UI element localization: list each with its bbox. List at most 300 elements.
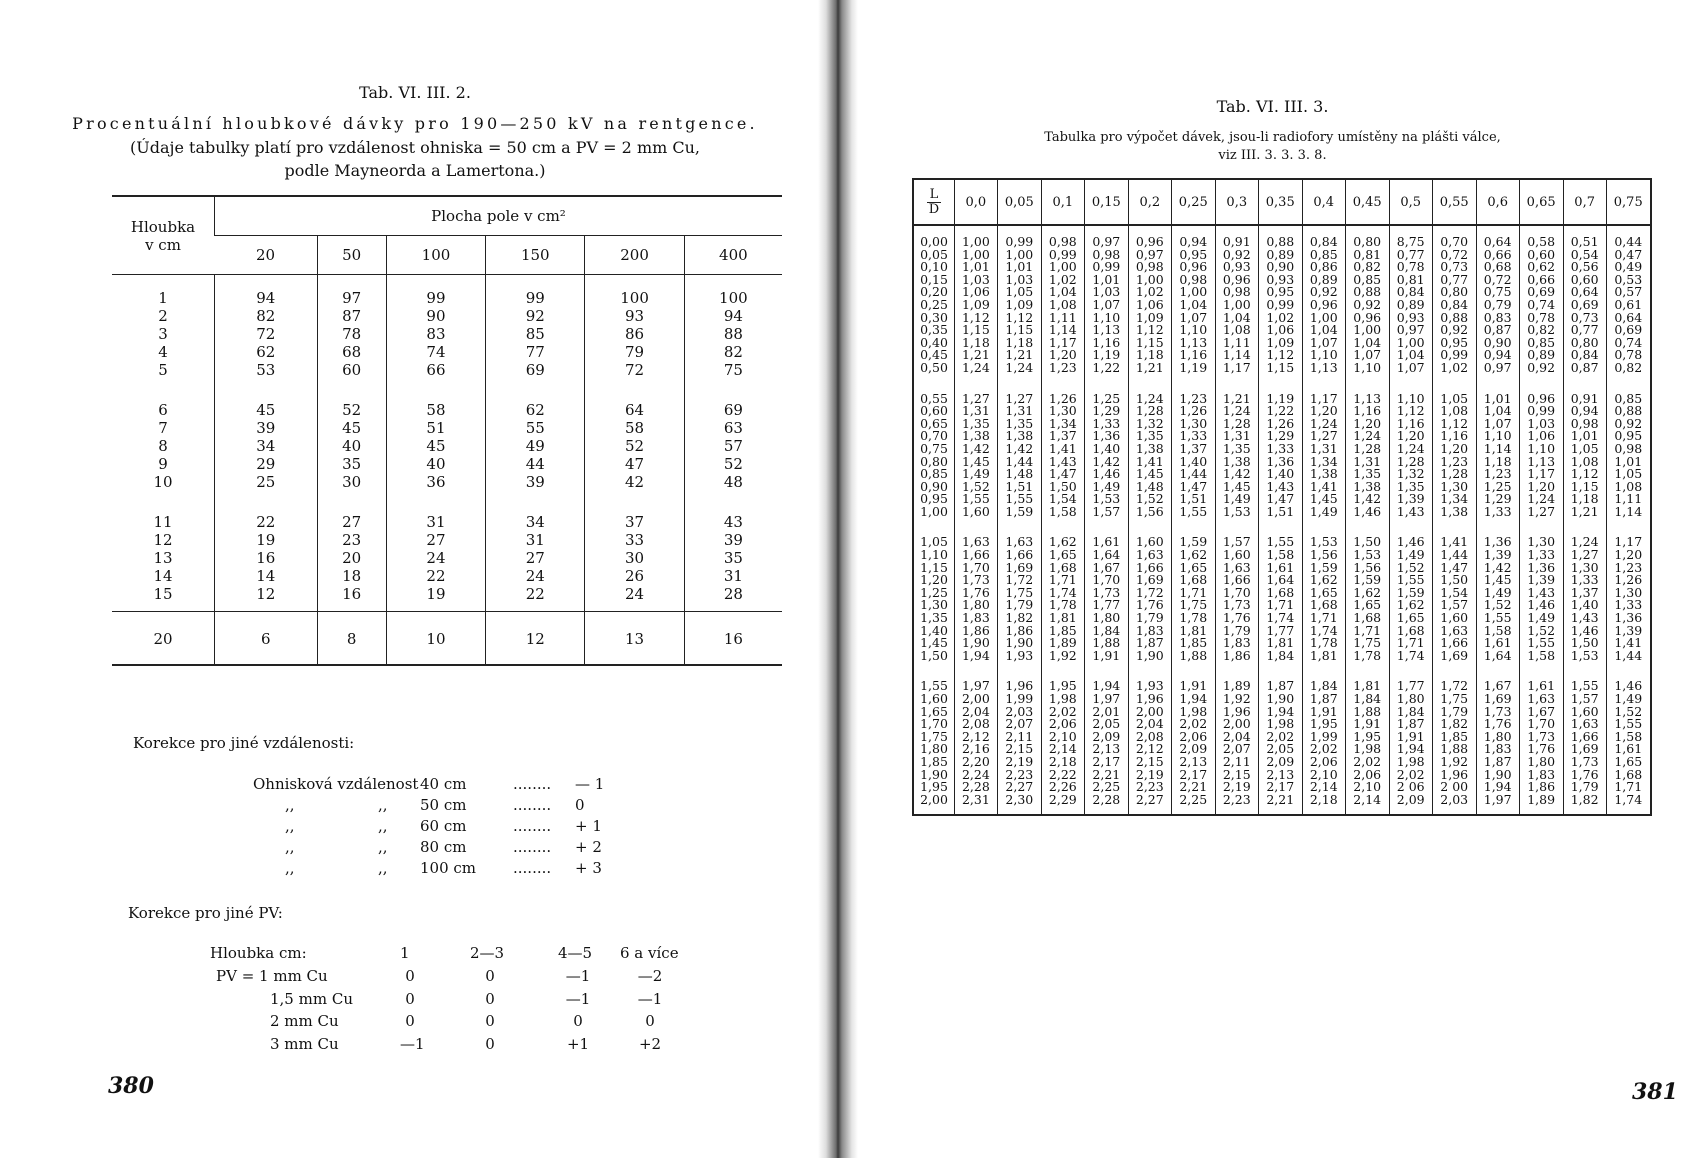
dose-value: 40 [342, 437, 362, 455]
dose-factor-value: 1,79 [1005, 597, 1034, 613]
dose-factor-value: 1,06 [961, 284, 990, 300]
dose-factor-value: 1,23 [1048, 359, 1077, 375]
dose-factor-value: 1,71 [1266, 597, 1295, 613]
dose-factor-value: 0,98 [1614, 440, 1643, 456]
dose-factor-value: 1,73 [1570, 753, 1599, 769]
dose-factor-value: 1,25 [1092, 390, 1121, 406]
dose-factor-value: 0,93 [1266, 271, 1295, 287]
pv-correction-value: —1 [637, 989, 663, 1008]
dose-factor-value: 0,99 [1266, 296, 1295, 312]
dose-factor-value: 1,40 [1570, 597, 1599, 613]
dose-factor-value: 1,58 [1048, 503, 1077, 519]
pv-correction-value: —1 [400, 1034, 425, 1053]
row-ratio-value: 1,80 [920, 741, 948, 757]
dose-factor-value: 0,87 [1570, 359, 1599, 375]
dose-value: 99 [525, 289, 545, 307]
dose-factor-cell [1128, 670, 1171, 815]
dose-factor-value: 2,30 [1005, 791, 1034, 807]
dose-factor-value: 1,74 [1266, 610, 1295, 626]
dose-factor-value: 1,90 [1483, 766, 1512, 782]
row-ratio-value: 1,45 [920, 635, 948, 651]
dose-factor-value: 1,37 [1048, 428, 1077, 444]
dose-factor-value: 1,65 [1309, 584, 1338, 600]
dose-factor-value: 1,46 [1527, 597, 1556, 613]
distance-value: 40 cm [420, 775, 467, 793]
dose-factor-value: 1,66 [1135, 559, 1164, 575]
dose-value: 27 [426, 531, 446, 549]
dose-factor-value: 1,85 [1179, 635, 1208, 651]
ratio-column-header: 0,05 [997, 179, 1041, 225]
dose-factor-value: 1,81 [1266, 635, 1295, 651]
dose-factor-cell [1563, 526, 1606, 670]
dose-value: 24 [625, 585, 645, 603]
dose-factor-value: 1,54 [1440, 584, 1469, 600]
dose-factor-value: 1,93 [1005, 647, 1034, 663]
page-number-right: 381 [1632, 1079, 1678, 1105]
dose-factor-value: 1,06 [1266, 322, 1295, 338]
dose-factor-value: 1,05 [1005, 284, 1034, 300]
dose-factor-value: 0,95 [1266, 284, 1295, 300]
dose-factor-value: 0,72 [1483, 271, 1512, 287]
dose-factor-cell [997, 225, 1041, 383]
depth-value: 11 [153, 513, 173, 531]
dose-factor-value: 1,48 [1135, 478, 1164, 494]
dose-factor-value: 2,25 [1179, 791, 1208, 807]
dose-factor-value: 1,55 [1179, 503, 1208, 519]
dose-factor-value: 0,97 [1396, 322, 1425, 338]
dose-factor-value: 1,77 [1396, 678, 1425, 694]
leader-dots: ........ [513, 775, 552, 793]
dose-factor-value: 2,18 [1309, 791, 1338, 807]
dose-factor-value: 1,08 [1048, 296, 1077, 312]
dose-factor-value: 0,88 [1614, 403, 1643, 419]
dose-factor-value: 1,46 [1353, 503, 1382, 519]
dose-factor-value: 1,17 [1527, 466, 1556, 482]
dose-factor-value: 1,61 [1614, 741, 1643, 757]
dose-factor-value: 0,53 [1614, 271, 1643, 287]
dose-factor-value: 1,02 [1440, 359, 1469, 375]
dose-factor-value: 1,56 [1309, 547, 1338, 563]
dose-value: 62 [525, 401, 545, 419]
dose-cell: 8 [317, 612, 386, 666]
pv-depth-column: 4—5 [558, 944, 593, 962]
dose-factor-value: 1,12 [1396, 403, 1425, 419]
dose-factor-value: 1,87 [1135, 635, 1164, 651]
row-ratio-value: 1,00 [920, 503, 948, 519]
dose-factor-value: 1,23 [1440, 453, 1469, 469]
dose-factor-value: 1,88 [1092, 635, 1121, 651]
row-ratio-value: 1,60 [920, 691, 948, 706]
dose-value: 22 [525, 585, 545, 603]
dose-factor-cell [955, 670, 998, 815]
dose-value: 45 [342, 419, 362, 437]
dose-factor-value: 1,68 [1179, 572, 1208, 588]
dose-factor-value: 1,86 [1005, 622, 1034, 638]
dose-factor-value: 1,84 [1396, 703, 1425, 719]
dose-factor-value: 1,15 [1005, 322, 1034, 338]
dose-factor-value: 0,96 [1222, 271, 1251, 287]
table-row [112, 612, 782, 666]
dose-cell: 13 [585, 612, 684, 666]
dose-factor-value: 1,15 [961, 322, 990, 338]
dose-factor-value: 1,79 [1570, 779, 1599, 795]
dose-value: 47 [625, 455, 645, 473]
dose-factor-value: 1,61 [1266, 559, 1295, 575]
dose-factor-value: 1,33 [1570, 572, 1599, 588]
dose-factor-value: 1,04 [1483, 403, 1512, 419]
field-size-column-header: 400 [684, 236, 782, 275]
dose-factor-value: 1,38 [1353, 478, 1382, 494]
dose-factor-value: 1,20 [1309, 403, 1338, 419]
field-size-column-header: 150 [486, 236, 585, 275]
dose-factor-value: 0,99 [1527, 403, 1556, 419]
dose-factor-value: 1,49 [1396, 547, 1425, 563]
dose-factor-value: 1,42 [1222, 466, 1251, 482]
dose-factor-value: 1,33 [1527, 547, 1556, 563]
dose-value: 14 [256, 567, 276, 585]
dose-factor-value: 1,40 [1092, 440, 1121, 456]
table-row-group [913, 526, 1651, 670]
dose-factor-value: 0,93 [1396, 309, 1425, 325]
dose-factor-value: 2,14 [1048, 741, 1077, 757]
depth-value: 15 [153, 585, 173, 603]
dose-value: 31 [525, 531, 545, 549]
depth-cell [112, 499, 215, 612]
pv-correction-title: Korekce pro jiné PV: [128, 904, 283, 922]
field-size-column-header: 50 [317, 236, 386, 275]
dose-factor-cell [997, 526, 1041, 670]
dose-factor-value: 2,26 [1048, 779, 1077, 795]
dose-factor-cell [1345, 383, 1389, 527]
dose-factor-value: 1,98 [1353, 741, 1382, 757]
dose-factor-value: 1,73 [1092, 584, 1121, 600]
dose-factor-value: 0,99 [1048, 246, 1077, 262]
row-ratio-value: 1,10 [920, 547, 948, 563]
dose-factor-value: 1,39 [1396, 491, 1425, 507]
dose-factor-value: 1,13 [1309, 359, 1338, 375]
dose-factor-value: 1,50 [1353, 534, 1382, 550]
dose-factor-value: 1,97 [1092, 691, 1121, 706]
dose-factor-cell [1171, 670, 1215, 815]
dose-value: 28 [723, 585, 743, 603]
dose-factor-value: 1,95 [1309, 716, 1338, 732]
dose-factor-value: 0,74 [1614, 334, 1643, 350]
dose-value: 97 [342, 289, 362, 307]
dose-factor-cell [1606, 526, 1651, 670]
dose-factor-value: 1,28 [1353, 440, 1382, 456]
dose-factor-value: 2,00 [1222, 716, 1251, 732]
dose-factor-cell [1215, 670, 1258, 815]
dose-factor-value: 1,49 [1092, 478, 1121, 494]
dose-factor-value: 1,21 [1222, 390, 1251, 406]
dose-factor-cell [955, 526, 998, 670]
pv-correction-value: —1 [565, 967, 591, 985]
dose-factor-value: 1,86 [1527, 779, 1556, 795]
dose-factor-value: 1,61 [1483, 635, 1512, 651]
dose-value: 45 [256, 401, 276, 419]
dose-factor-value: 0,92 [1440, 322, 1469, 338]
dose-factor-cell [1041, 526, 1084, 670]
dose-factor-value: 1,49 [1222, 491, 1251, 507]
dose-factor-value: 1,88 [1179, 647, 1208, 663]
dose-factor-value: 1,16 [1353, 403, 1382, 419]
dose-factor-value: 1,46 [1092, 466, 1121, 482]
dose-factor-value: 1,59 [1179, 534, 1208, 550]
dose-factor-value: 1,75 [1440, 691, 1469, 706]
dose-factor-value: 2,09 [1092, 728, 1121, 744]
dose-factor-value: 1,55 [1527, 635, 1556, 651]
dose-factor-value: 1,02 [1048, 271, 1077, 287]
dose-factor-value: 1,74 [1048, 584, 1077, 600]
dose-factor-value: 1,59 [1353, 572, 1382, 588]
dose-factor-value: 1,52 [1527, 622, 1556, 638]
dose-factor-value: 1,42 [1353, 491, 1382, 507]
dose-factor-value: 0,86 [1309, 259, 1338, 275]
dose-factor-value: 1,57 [1092, 503, 1121, 519]
dose-factor-value: 1,17 [1048, 334, 1077, 350]
cylinder-dose-table [912, 178, 1652, 816]
dose-factor-value: 1,20 [1353, 415, 1382, 431]
dose-value: 23 [342, 531, 362, 549]
dose-factor-value: 0,82 [1527, 322, 1556, 338]
dose-factor-value: 1,71 [1353, 622, 1382, 638]
dose-factor-value: 1,19 [1266, 390, 1295, 406]
dose-factor-value: 0,78 [1614, 347, 1643, 363]
dose-factor-value: 1,73 [1527, 728, 1556, 744]
dose-factor-value: 1,70 [1092, 572, 1121, 588]
ratio-column-header: 0,75 [1606, 179, 1651, 225]
dose-factor-value: 1,69 [1005, 559, 1034, 575]
dose-factor-value: 1,58 [1527, 647, 1556, 663]
dose-factor-cell [1476, 383, 1519, 527]
dose-factor-cell [955, 383, 998, 527]
row-ratio-cell [913, 383, 955, 527]
row-ratio-value: 1,15 [920, 559, 948, 575]
dose-factor-value: 1,10 [1092, 309, 1121, 325]
dose-factor-value: 2,19 [1135, 766, 1164, 782]
dose-value: 49 [525, 437, 545, 455]
dose-factor-value: 2,27 [1005, 779, 1034, 795]
dose-factor-value: 1,55 [1614, 716, 1643, 732]
dose-value: 19 [426, 585, 446, 603]
dose-factor-value: 1,84 [1266, 647, 1295, 663]
dose-factor-value: 2,19 [1222, 779, 1251, 795]
table-row-group [913, 383, 1651, 527]
dose-factor-value: 2,08 [1135, 728, 1164, 744]
ratio-column-header: 0,6 [1476, 179, 1519, 225]
dose-value: 51 [426, 419, 446, 437]
dose-factor-value: 1,38 [961, 428, 990, 444]
dose-value: 74 [426, 343, 446, 361]
row-ratio-value: 0,65 [920, 415, 948, 431]
dose-value: 79 [625, 343, 645, 361]
dose-factor-value: 1,07 [1353, 347, 1382, 363]
dose-value: 34 [256, 437, 276, 455]
dose-factor-value: 1,68 [1266, 584, 1295, 600]
dose-factor-value: 1,01 [961, 259, 990, 275]
dose-factor-value: 2,14 [1309, 779, 1338, 795]
dose-factor-value: 1,62 [1048, 534, 1077, 550]
dose-factor-value: 1,69 [1135, 572, 1164, 588]
dose-factor-value: 0,99 [1092, 259, 1121, 275]
dose-factor-value: 1,90 [1005, 635, 1034, 651]
depth-value: 5 [158, 361, 168, 379]
dose-factor-value: 0,64 [1614, 309, 1643, 325]
dose-factor-cell [955, 225, 998, 383]
dose-factor-value: 1,53 [1309, 534, 1338, 550]
dose-cell [684, 387, 782, 499]
dose-factor-value: 1,00 [1005, 246, 1034, 262]
dose-factor-value: 2,17 [1092, 753, 1121, 769]
dose-factor-value: 1,05 [1614, 466, 1643, 482]
dose-factor-value: 1,31 [1005, 403, 1034, 419]
dose-factor-value: 1,94 [1483, 779, 1512, 795]
dose-cell [486, 387, 585, 499]
dose-factor-value: 1,26 [1614, 572, 1643, 588]
pv-depth-column: 6 a více [620, 944, 679, 962]
depth-value: 1 [158, 289, 168, 307]
dose-factor-value: 1,00 [1135, 271, 1164, 287]
dose-value: 55 [525, 419, 545, 437]
dose-factor-value: 1,47 [1048, 466, 1077, 482]
dose-factor-cell [1128, 383, 1171, 527]
dose-factor-value: 2,27 [1135, 791, 1164, 807]
dose-factor-value: 2,24 [961, 766, 990, 782]
dose-factor-cell [997, 383, 1041, 527]
dose-factor-value: 1,35 [1396, 478, 1425, 494]
dose-factor-value: 2 00 [1440, 779, 1469, 795]
dose-factor-cell [1345, 526, 1389, 670]
dose-factor-cell [1258, 670, 1302, 815]
ratio-column-header: 0,7 [1563, 179, 1606, 225]
dose-factor-value: 0,57 [1614, 284, 1643, 300]
dose-factor-value: 1,83 [1527, 766, 1556, 782]
dose-value: 94 [256, 289, 276, 307]
ditto-mark: ,, [378, 796, 388, 814]
dose-value: 64 [625, 401, 645, 419]
dose-factor-value: 1,19 [1092, 347, 1121, 363]
dose-cell [317, 275, 386, 388]
dose-factor-value: 0,82 [1614, 359, 1643, 375]
dose-value: 58 [426, 401, 446, 419]
pv-filter-label: 3 mm Cu [270, 1034, 339, 1053]
dose-factor-cell [1476, 670, 1519, 815]
dose-factor-value: 1,45 [1483, 572, 1512, 588]
dose-factor-value: 1,40 [1266, 466, 1295, 482]
dose-factor-value: 1,68 [1353, 610, 1382, 626]
dose-factor-value: 0,60 [1570, 271, 1599, 287]
dose-factor-value: 1,79 [1222, 622, 1251, 638]
dose-factor-value: 0,79 [1483, 296, 1512, 312]
dose-factor-value: 1,79 [1135, 610, 1164, 626]
dose-factor-value: 1,12 [1005, 309, 1034, 325]
dose-factor-value: 1,76 [961, 584, 990, 600]
dose-factor-value: 1,94 [1179, 691, 1208, 706]
dose-factor-value: 1,90 [1135, 647, 1164, 663]
dose-factor-value: 1,24 [1135, 390, 1164, 406]
distance-label: ,, [285, 796, 295, 814]
row-ratio-value: 1,70 [920, 716, 948, 732]
dose-factor-value: 2,04 [961, 703, 990, 719]
dose-factor-value: 1,86 [961, 622, 990, 638]
dose-factor-value: 1,13 [1527, 453, 1556, 469]
dose-factor-value: 1,28 [1396, 453, 1425, 469]
dose-factor-value: 1,41 [1614, 635, 1643, 651]
corner-denominator: D [928, 201, 940, 217]
dose-factor-value: 1,24 [1309, 415, 1338, 431]
dose-factor-value: 0,69 [1614, 322, 1643, 338]
dose-factor-value: 1,82 [1570, 791, 1599, 807]
dose-factor-cell [1432, 526, 1476, 670]
dose-factor-value: 1,20 [1048, 347, 1077, 363]
dose-factor-value: 1,85 [1048, 622, 1077, 638]
dose-value: 99 [426, 289, 446, 307]
row-ratio-value: 1,55 [920, 678, 948, 694]
dose-factor-value: 1,23 [1483, 466, 1512, 482]
row-ratio-value: 0,90 [920, 478, 948, 494]
dose-factor-value: 1,87 [1266, 678, 1295, 694]
dose-factor-value: 0,92 [1222, 246, 1251, 262]
dose-value: 19 [256, 531, 276, 549]
dose-factor-value: 0,64 [1570, 284, 1599, 300]
dose-factor-value: 2,06 [1309, 753, 1338, 769]
dose-factor-cell [1606, 383, 1651, 527]
dose-value: 72 [625, 361, 645, 379]
dose-factor-value: 1,38 [1005, 428, 1034, 444]
distance-value: 50 cm [420, 796, 467, 814]
ratio-column-header: 0,4 [1302, 179, 1345, 225]
dose-factor-cell [1302, 670, 1345, 815]
dose-value: 24 [426, 549, 446, 567]
dose-factor-value: 1,63 [1135, 547, 1164, 563]
dose-value: 20 [342, 549, 362, 567]
dose-factor-cell [1171, 526, 1215, 670]
row-ratio-value: 1,40 [920, 622, 948, 638]
dose-factor-value: 1,04 [1222, 309, 1251, 325]
dose-value: 30 [342, 473, 362, 491]
pv-correction-value: 0 [485, 1012, 495, 1030]
dose-factor-value: 2 06 [1396, 779, 1425, 795]
dose-factor-cell [1128, 526, 1171, 670]
dose-factor-value: 1,41 [1440, 534, 1469, 550]
ditto-mark: ,, [378, 817, 388, 835]
dose-factor-value: 0,60 [1527, 246, 1556, 262]
dose-factor-value: 2,02 [1353, 753, 1382, 769]
dose-value: 94 [723, 307, 743, 325]
ratio-column-header: 0,55 [1432, 179, 1476, 225]
dose-factor-value: 1,50 [1570, 635, 1599, 651]
dose-factor-value: 1,77 [1092, 597, 1121, 613]
dose-factor-value: 1,90 [961, 635, 990, 651]
dose-factor-cell [1171, 383, 1215, 527]
dose-value: 93 [625, 307, 645, 325]
table-row-group [112, 387, 782, 499]
dose-factor-value: 1,13 [1179, 334, 1208, 350]
dose-factor-value: 1,87 [1396, 716, 1425, 732]
dose-factor-value: 2,00 [1135, 703, 1164, 719]
dose-factor-value: 1,52 [961, 478, 990, 494]
dose-factor-value: 1,40 [1179, 453, 1208, 469]
dose-factor-value: 1,24 [961, 359, 990, 375]
dose-factor-cell [1302, 526, 1345, 670]
depth-dose-table [112, 195, 782, 666]
dose-factor-value: 1,66 [1222, 572, 1251, 588]
dose-cell [215, 387, 318, 499]
dose-factor-value: 1,36 [1483, 534, 1512, 550]
dose-factor-value: 1,83 [1222, 635, 1251, 651]
dose-factor-value: 1,98 [1396, 753, 1425, 769]
dose-factor-value: 1,04 [1353, 334, 1382, 350]
